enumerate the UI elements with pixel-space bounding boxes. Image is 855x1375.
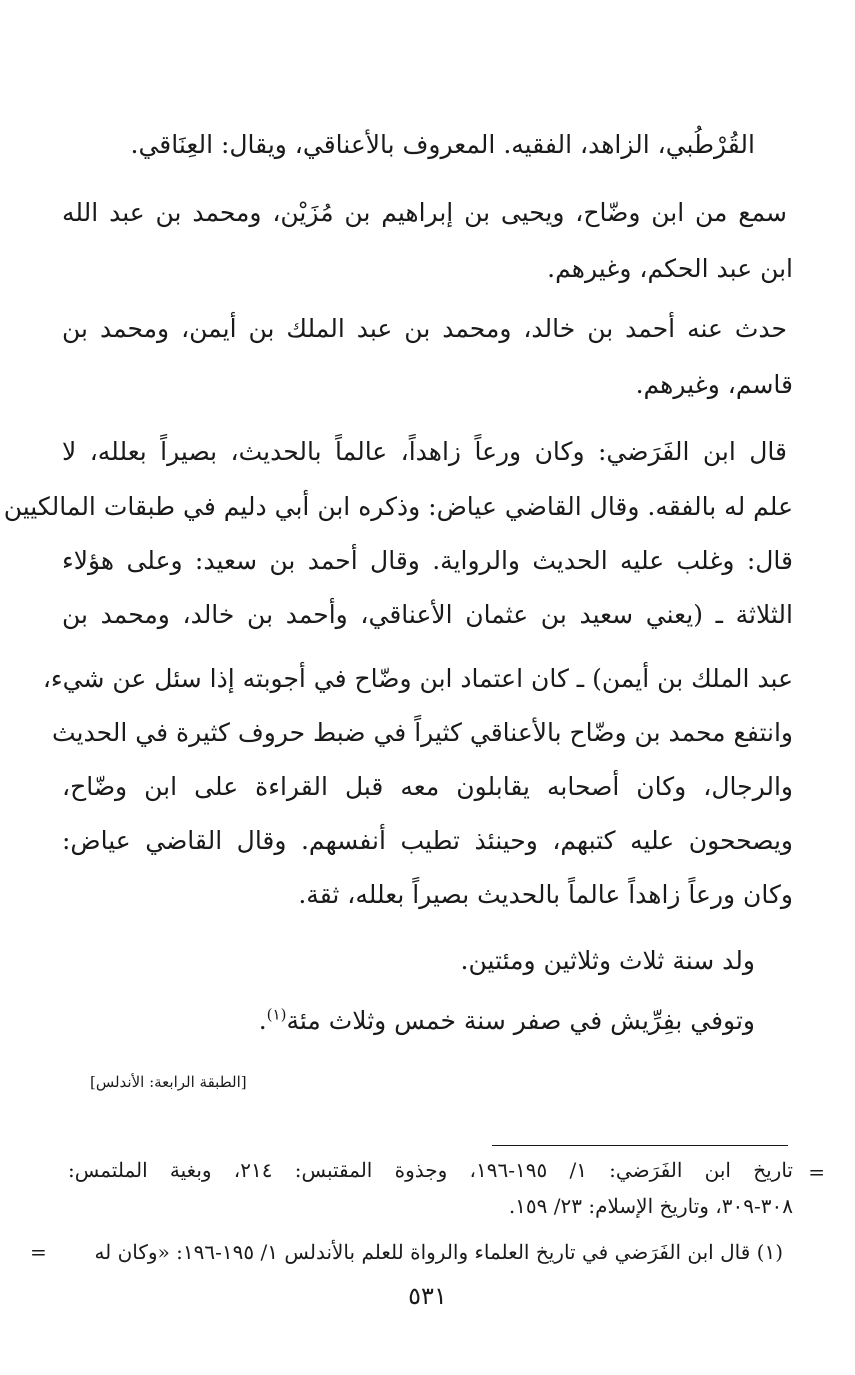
running-head: [الطبقة الرابعة: الأندلس]	[90, 1073, 247, 1091]
body-line-8: قال: وغلب عليه الحديث والرواية. وقال أحمد بن سعيد: وعلى هؤلاء	[62, 546, 793, 575]
body-line-16	[62, 1004, 755, 1038]
body-line-11: وانتفع محمد بن وضّاح بالأعناقي كثيراً في ضبط حروف كثيرة في الحديث	[52, 718, 793, 747]
continuation-mark-right: =	[808, 1160, 825, 1184]
body-line-4: حدث عنه أحمد بن خالد، ومحمد بن عبد الملك بن أيمن، ومحمد بن	[62, 314, 787, 343]
footnote-separator	[492, 1145, 788, 1146]
body-line-1: القُرْطُبي، الزاهد، الفقيه. المعروف بالأعناقي، ويقال: العِنَاقي.	[130, 130, 755, 159]
body-line-10: عبد الملك بن أيمن) ـ كان اعتماد ابن وضّاح في أجوبته إذا سئل عن شيء،	[42, 664, 793, 693]
body-line-3: ابن عبد الحكم، وغيرهم.	[547, 254, 793, 283]
body-line-5: قاسم، وغيرهم.	[635, 370, 793, 399]
death-text: وتوفي بفِرِّيش في صفر سنة خمس وثلاث مئة	[286, 1006, 755, 1035]
body-line-2: سمع من ابن وضّاح، ويحيى بن إبراهيم بن مُزَيْن، ومحمد بن عبد الله	[62, 198, 787, 227]
body-line-6: قال ابن الفَرَضي: وكان ورعاً زاهداً، عالماً بالحديث، بصيراً بعلله، لا	[62, 437, 787, 466]
page-number: ٥٣١	[408, 1282, 447, 1310]
footnote-1: (١) قال ابن الفَرَضي في تاريخ العلماء والرواة للعلم بالأندلس ١/ ١٩٥-١٩٦: «وكان له	[94, 1240, 783, 1264]
body-line-12: والرجال، وكان أصحابه يقابلون معه قبل القراءة على ابن وضّاح،	[62, 772, 793, 801]
continuation-mark-left: =	[30, 1240, 47, 1264]
death-period: .	[258, 1006, 267, 1035]
footnote-ref-1[interactable]: (١)	[266, 1005, 287, 1024]
body-line-13: ويصححون عليه كتبهم، وحينئذ تطيب أنفسهم. وقال القاضي عياض:	[62, 826, 793, 855]
footnote-continued-line-2: ٣٠٨-٣٠٩، وتاريخ الإسلام: ٢٣/ ١٥٩.	[508, 1194, 793, 1218]
body-line-9: الثلاثة ـ (يعني سعيد بن عثمان الأعناقي، وأحمد بن خالد، ومحمد بن	[62, 600, 793, 629]
footnote-continued-line-1: تاريخ ابن الفَرَضي: ١/ ١٩٥-١٩٦، وجذوة المقتبس: ٢١٤، وبغية الملتمس:	[68, 1158, 793, 1182]
body-line-7: علم له بالفقه. وقال القاضي عياض: وذكره ابن أبي دليم في طبقات المالكيين	[3, 492, 793, 521]
body-line-14: وكان ورعاً زاهداً عالماً بالحديث بصيراً بعلله، ثقة.	[298, 880, 793, 909]
body-line-15: ولد سنة ثلاث وثلاثين ومئتين.	[460, 946, 755, 975]
